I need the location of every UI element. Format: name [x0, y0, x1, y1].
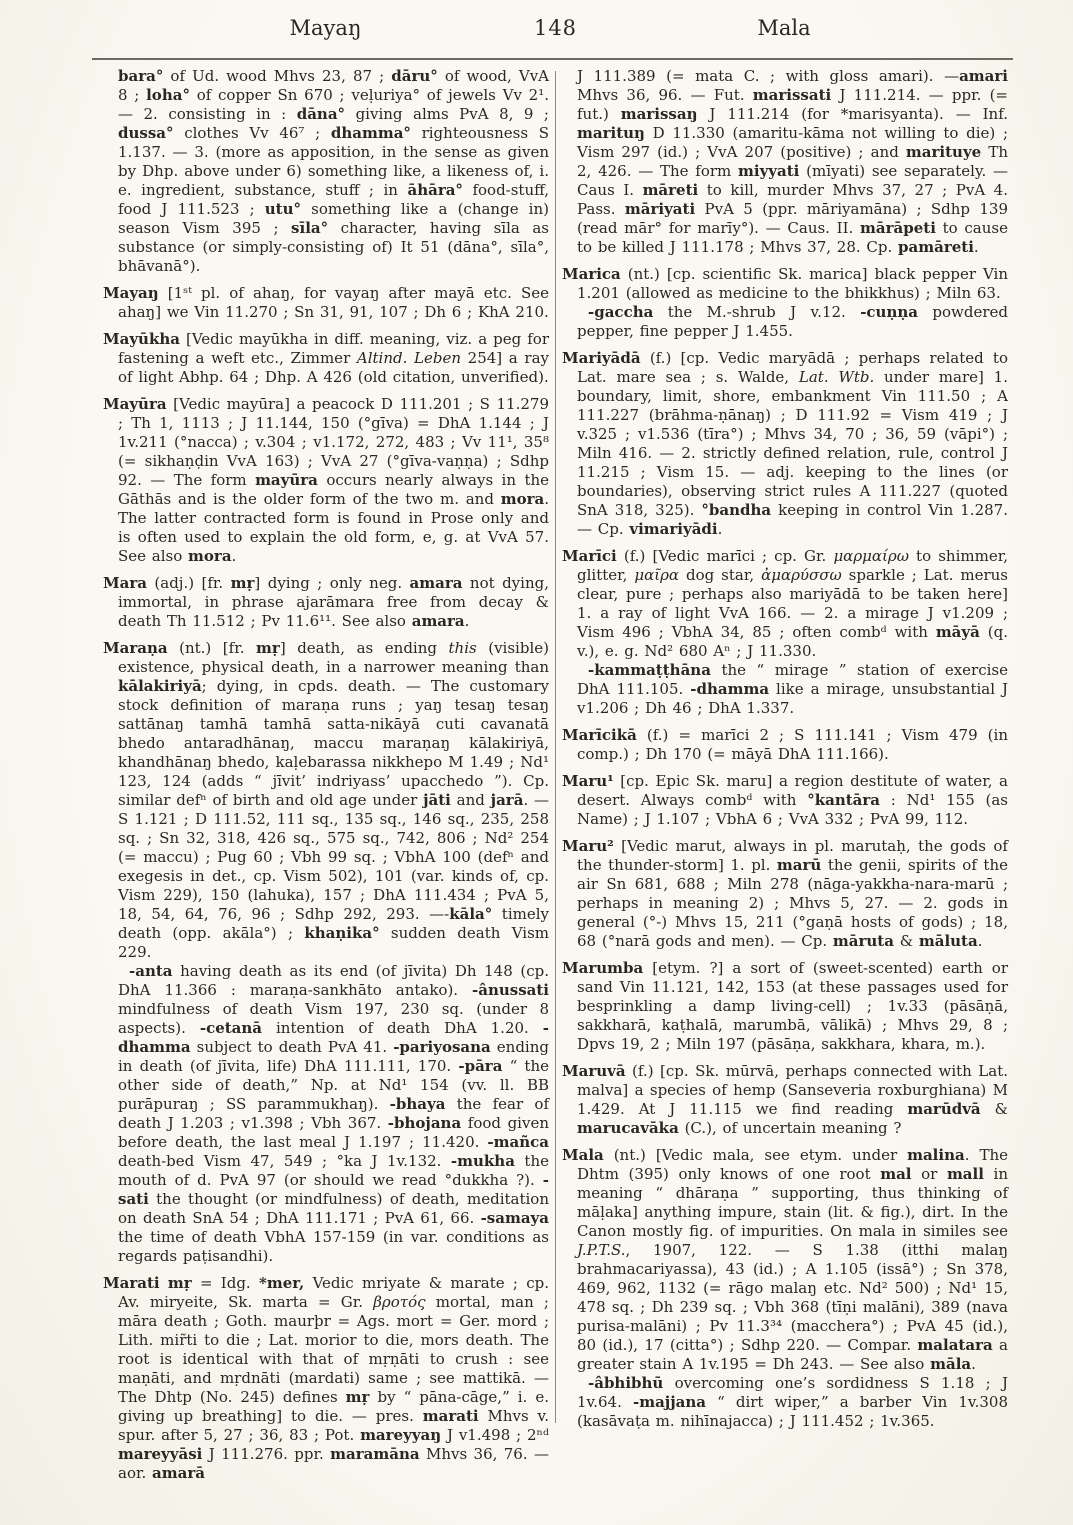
italic-term: Altind. Leben [356, 349, 462, 367]
bold-term: marūdvā [907, 1100, 981, 1118]
text-run: of Ud. wood Mhvs 23, 87 ; [163, 67, 392, 85]
bold-term: Marīcikā [562, 726, 637, 744]
text-run: ; dying, in cpds. death. — The customary stock definition of maraṇa runs ; yaŋ tesaŋ tesaŋ sattānaŋ tamhā tamhā satta-nikāyā cuti cavanatā bhedo antaradhānaŋ, maccu maraṇaŋ kālakiriyā, khandhānaŋ bhedo, kaḷebarassa nikkhepo M 1.49 ; Nd¹ 123, 124 (adds “ jīvit’ indriyass’ upacchedo ”). Cp. similar defⁿ of birth and old age under [118, 677, 549, 809]
bold-term: marati [422, 1407, 479, 1425]
bold-term: marucavāka [577, 1119, 679, 1137]
text-run: like a mirage, unsubstantial J v1.206 ; Dh 46 ; DhA 1.337. [577, 680, 1008, 717]
text-run: subject to death PvA 41. [190, 1038, 394, 1056]
text-run: . The Dhtm (395) only knows of one root [577, 1146, 1008, 1183]
bold-term: Mala [562, 1146, 604, 1164]
bold-term: amarā [152, 1464, 205, 1482]
text-run: (nt.) [fr. [167, 639, 257, 657]
entry-maru-1 [562, 772, 1008, 829]
text-run: sudden death Vism 229. [118, 924, 549, 961]
text-run: : Nd¹ 155 (as Name) ; J 1.107 ; VbhA 6 ; VvA 332 ; PvA 99, 112. [577, 791, 1008, 828]
entry-marana-compounds [103, 962, 549, 1266]
text-run: [1ˢᵗ pl. of ahaŋ, for vayaŋ after mayā etc. See ahaŋ] we Vin 11.270 ; Sn 31, 91, 107 ; Dh 6 ; KhA 210. [118, 284, 549, 321]
right-column [562, 67, 1008, 1483]
entry-maru-2 [562, 837, 1008, 951]
bold-term: amara [411, 612, 465, 630]
bold-term: °bandha [701, 501, 772, 519]
text-run: to kill, murder Mhvs 37, 27 ; PvA 4. Pass. [577, 181, 1008, 218]
bold-term: sīla° [291, 219, 329, 237]
bold-term: māluta [918, 932, 978, 950]
italic-term: βροτός [373, 1293, 426, 1311]
bold-term: dāna° [296, 105, 346, 123]
text-run: (nt.) [Vedic mala, see etym. under [603, 1146, 908, 1164]
entry-mala-compounds [562, 1374, 1008, 1431]
bold-term: māla [930, 1355, 972, 1373]
bold-term: Mayūra [103, 395, 167, 413]
text-run: dog star, [679, 566, 762, 584]
entry-mayan [103, 284, 549, 322]
text-run: intention of death DhA 1.20. [262, 1019, 543, 1037]
bold-term: māruta [832, 932, 894, 950]
bold-term: marissati [752, 86, 832, 104]
bold-term: mora [500, 490, 545, 508]
text-run: the genii, spirits of the air Sn 681, 688 ; Miln 278 (nāga-yakkha-nara-marū ; perhaps in meaning 2) ; Mhvs 5, 27. — 2. gods in general (°-) Mhvs 15, 211 (°gaṇā hosts of gods) ; 18, 68 (°narā gods and men). — Cp. [577, 856, 1008, 950]
text-run: J 111.214 (for *marisyanta). — Inf. [697, 105, 1008, 123]
bold-term: mṛ [256, 639, 280, 657]
column-divider [555, 71, 556, 1423]
bold-term: marū [776, 856, 822, 874]
text-run: (visible) existence, physical death, in a narrower meaning than [118, 639, 549, 676]
text-columns [103, 67, 1008, 1483]
text-run: (f.) [cp. Sk. mūrvā, perhaps connected with Lat. malva] a species of hemp (Sanseveria roxburghiana) M 1.429. At J 11.115 we find reading [577, 1062, 1008, 1118]
bold-term: -anta [129, 962, 173, 980]
bold-term: mal [880, 1165, 912, 1183]
text-run: . [231, 547, 237, 565]
italic-term: μαρμαίρω [833, 547, 909, 565]
entry-maruva [562, 1062, 1008, 1138]
bold-term: marissaŋ [620, 105, 698, 123]
bold-term: Mariyādā [562, 349, 641, 367]
bold-term: jāti [423, 791, 451, 809]
bold-term: -bhaya [389, 1095, 446, 1113]
italic-term: μαῖρα [634, 566, 680, 584]
text-run: (mīyati) see separately. — Caus I. [577, 162, 1008, 199]
bold-term: Maraṇa [103, 639, 168, 657]
bold-term: kālakiriyā [118, 677, 202, 695]
text-run: mortal, man ; māra death ; Goth. maurþr = Ags. mort = Ger. mord ; Lith. mir̃ti to die ; Lat. morior to die, mors death. The root is identical with that of mṛṇāti to crush : see maṇāti, and mṛdnāti (mardati) same ; see mattikā. — The Dhtp (No. 245) defines [118, 1293, 549, 1406]
bold-term: miyyati [738, 162, 800, 180]
text-run: Mhvs 36, 76. — aor. [118, 1445, 549, 1482]
text-run: . [971, 1355, 976, 1373]
bold-term: mṛ [230, 574, 255, 592]
bold-term: loha° [146, 86, 190, 104]
text-run: . [717, 520, 723, 538]
bold-term: āhāra° [407, 181, 463, 199]
bold-term: pamāreti [898, 238, 974, 256]
text-run: . The latter contracted form is found in Prose only and is often used to explain the old form, e, g. at VvA 57. See also [118, 490, 549, 565]
bold-term: Maru¹ [562, 772, 614, 790]
text-run: [Vedic marut, always in pl. marutaḥ, the gods of the thunder-storm] 1. pl. [577, 837, 1008, 874]
bold-term: -pariyosana [393, 1038, 491, 1056]
bold-term: Mayūkha [103, 330, 180, 348]
text-run: keeping in control Vin 1.287. — Cp. [577, 501, 1008, 538]
italic-term: ἀμαρύσσω [761, 566, 842, 584]
bold-term: -dhamma [690, 680, 770, 698]
text-run: sparkle ; Lat. merus clear, pure ; perhaps also mariyādā to be taken here] 1. a ray of light VvA 166. — 2. a mirage J v1.209 ; Vism 496 ; VbhA 34, 85 ; often combᵈ with [577, 566, 1008, 641]
entry-mayura [103, 395, 549, 566]
text-run: (f.) [Vedic marīci ; cp. Gr. [616, 547, 834, 565]
bold-term: -majjana [632, 1393, 706, 1411]
bold-term: Maruvā [562, 1062, 626, 1080]
bold-term: jarā [490, 791, 524, 809]
text-run: 254] a ray of light Abhp. 64 ; Dhp. A 426 (old citation, unverified). [118, 349, 549, 386]
bold-term: Maru² [562, 837, 614, 855]
page-header [103, 16, 1008, 48]
text-run: . [464, 612, 470, 630]
text-run: PvA 5 (ppr. māriyamāna) ; Sdhp 139 (read mār° for marīy°). — Caus. II. [577, 200, 1008, 237]
bold-term: marituŋ [577, 124, 645, 142]
text-run: of wood, VvA 8 ; [118, 67, 550, 104]
bold-term: Mara [103, 574, 147, 592]
bold-term: māriyati [624, 200, 696, 218]
text-run: “ the other side of death,” Np. at Nd¹ 154 (vv. ll. BB purāpuraŋ ; SS parammukhaŋ). [118, 1057, 549, 1113]
text-run: . — S 1.121 ; D 111.52, 111 sq., 135 sq., 146 sq., 235, 258 sq. ; Sn 32, 318, 426 sq., 575 sq., 742, 806 ; Nd² 254 (= maccu) ; Pug 60 ; Vbh 99 sq. ; VbhA 100 (defⁿ and exegesis in det., cp. Vism 502), 101 (var. kinds of, cp. Vism 229), 150 (lahuka), 157 ; DhA 111.434 ; PvA 5, 18, 54, 64, 76, 96 ; Sdhp 292, 293. —- [118, 791, 549, 923]
text-run: J 111.276. ppr. [202, 1445, 331, 1463]
text-run: the “ mirage ” station of exercise DhA 111.105. [577, 661, 1008, 698]
text-run: , 1907, 122. — S 1.38 (itthi malaŋ brahmacariyassa), 43 (id.) ; A 1.105 (issā°) ; Sn 378, 469, 962, 1132 (= rāgo malaŋ etc. Nd² 500) ; Nd¹ 15, 478 sq. ; Dh 239 sq. ; Vbh 368 (tīṇi malāni), 389 (nava purisa-malāni) ; Pv 11.3³⁴ (macchera°) ; PvA 45 (id.), 80 (id.), 17 (citta°) ; Sdhp 220. — Compar. [577, 1241, 1008, 1354]
bold-term: -âbhibhū [588, 1374, 664, 1392]
text-run: powdered pepper, fine pepper J 1.455. [577, 303, 1008, 340]
entry-continuation-maya [103, 67, 549, 276]
text-run: having death as its end (of jīvita) Dh 148 (cp. DhA 11.366 : maraṇa-sankhāto antako). [118, 962, 549, 999]
bold-term: kāla° [449, 905, 493, 923]
bold-term: marituye [905, 143, 982, 161]
text-run: by “ pāna-cāge,” i. e. giving up breathing] to die. — pres. [118, 1388, 549, 1425]
entry-mariyada [562, 349, 1008, 539]
bold-term: °kantāra [807, 791, 881, 809]
text-run: clothes Vv 46⁷ ; [173, 124, 331, 142]
entry-continuation-marati [562, 67, 1008, 257]
bold-term: Marumba [562, 959, 644, 977]
text-run: . [977, 932, 983, 950]
text-run: giving alms PvA 8, 9 ; [345, 105, 549, 123]
text-run: of copper Sn 670 ; veḷuriya° of jewels Vv 2¹. — 2. consisting in : [118, 86, 549, 123]
text-run: and [450, 791, 491, 809]
bold-term: -ânussati [472, 981, 549, 999]
text-run: not dying, immortal, in phrase ajarāmara free from decay & death Th 11.512 ; Pv 11.6¹¹. See also [118, 574, 549, 630]
text-run: death-bed Vism 47, 549 ; °ka J 1v.132. [118, 1152, 451, 1170]
bold-term: amari [959, 67, 1008, 85]
bold-term: mṛ [345, 1388, 370, 1406]
bold-term: -cuṇṇa [860, 303, 918, 321]
text-run: ending in death (of jīvita, life) DhA 111.111, 170. [118, 1038, 549, 1075]
text-run: Vedic mriyate & marate ; cp. Av. miryeite, Sk. marta = Gr. [118, 1274, 549, 1311]
text-run: ] dying ; only neg. [254, 574, 410, 592]
text-run: to shimmer, glitter, [577, 547, 1008, 584]
text-run: (C.), of uncertain meaning ? [678, 1119, 902, 1137]
text-run: occurs nearly always in the Gāthās and is the older form of the two m. and [118, 471, 550, 508]
text-run: a greater stain A 1v.195 = Dh 243. — See also [577, 1336, 1008, 1373]
bold-term: dhamma° [330, 124, 411, 142]
bold-term: Mayaŋ [103, 284, 159, 302]
entry-marati [103, 1274, 549, 1483]
text-run: (q. v.), e. g. Nd² 680 Aⁿ ; J 11.330. [577, 623, 1008, 660]
page-number: 148 [533, 16, 578, 40]
text-run: & [893, 932, 919, 950]
text-run: [Vedic mayūkha in diff. meaning, viz. a peg for fastening a weft etc., Zimmer [118, 330, 549, 367]
bold-term: -mukha [450, 1152, 515, 1170]
entry-mara [103, 574, 549, 631]
text-run: character, having sīla as substance (or simply-consisting of) It 51 (dāna°, sīla°, bhāvanā°). [118, 219, 549, 275]
text-run: to cause to be killed J 111.178 ; Mhvs 37, 28. Cp. [577, 219, 1008, 256]
text-run: (adj.) [fr. [146, 574, 231, 592]
bold-term: -bhojana [387, 1114, 462, 1132]
bold-term: amara [409, 574, 463, 592]
bold-term: māyā [935, 623, 980, 641]
text-run: & [980, 1100, 1008, 1118]
text-run: [etym. ?] a sort of (sweet-scented) earth or sand Vin 11.121, 142, 153 (at these passages used for besprinkling a damp living-cell) ; 1v.33 (pāsāṇā, sakkharā, kaṭhalā, marumbā, vālikā) ; Mhvs 29, 8 ; Dpvs 19, 2 ; Miln 197 (pāsāṇa, sakkhara, khara, m.). [577, 959, 1008, 1053]
text-run: the M.-shrub J v.12. [653, 303, 861, 321]
text-run: food given before death, the last meal J 1.197 ; 11.420. [118, 1114, 549, 1151]
header-rule [92, 58, 1013, 60]
text-run [160, 1274, 168, 1292]
text-run: . [973, 238, 979, 256]
running-head-right: Mala [757, 16, 811, 40]
text-run: [cp. Epic Sk. maru] a region destitute of water, a desert. Always combᵈ with [577, 772, 1008, 809]
bold-term: malatara [917, 1336, 993, 1354]
text-run: mindfulness of death Vism 197, 230 sq. (under 8 aspects). [118, 1000, 549, 1037]
entry-marica [562, 265, 1008, 303]
bold-term: māreti [642, 181, 699, 199]
bold-term: mārāpeti [860, 219, 936, 237]
text-run: J 111.389 (= mata C. ; with gloss amari). — [577, 67, 960, 85]
bold-term: malina [907, 1146, 965, 1164]
bold-term: Marīci [562, 547, 617, 565]
bold-term: maramāna [330, 1445, 420, 1463]
entry-marumba [562, 959, 1008, 1054]
text-run: J v1.498 ; 2ⁿᵈ [441, 1426, 549, 1444]
text-run: the mouth of d. PvA 97 (or should we read °dukkha ?). [118, 1152, 549, 1189]
left-column [103, 67, 549, 1483]
text-run: something like a (change in) season Vism 395 ; [118, 200, 549, 237]
text-run: the thought (or mindfulness) of death, meditation on death SnA 54 ; DhA 111.171 ; PvA 61, 66. [118, 1190, 549, 1227]
text-run: Mhvs 36, 96. — Fut. [577, 86, 753, 104]
bold-term: bara° [118, 67, 164, 85]
italic-term: this [448, 639, 477, 657]
bold-term: -kammaṭṭhāna [588, 661, 711, 679]
text-run: “ dirt wiper,” a barber Vin 1v.308 (kasāvaṭa m. nihīnajacca) ; J 111.452 ; 1v.365. [577, 1393, 1008, 1430]
text-run: timely death (opp. akāla°) ; [118, 905, 549, 942]
bold-term: dāru° [391, 67, 438, 85]
bold-term: dussa° [118, 124, 174, 142]
text-run: righteousness S 1.137. — 3. (more as apposition, in the sense as given by Dhp. above under 6) something like, a likeness of, i. e. ingredient, substance, stuff ; in [118, 124, 549, 199]
text-run: in meaning “ dhāraṇa ” supporting, thus thinking of māḷaka] anything impure, stain (lit. & fig.), dirt. In the Canon mostly fig. of impurities. On mala in similes see [577, 1165, 1009, 1240]
bold-term: vimariyādi [629, 520, 718, 538]
text-run: (f.) [cp. Vedic maryādā ; perhaps related to Lat. mare sea ; s. Walde, [577, 349, 1008, 386]
bold-term: -mañca [487, 1133, 549, 1151]
entry-marana [103, 639, 549, 962]
text-run: food-stuff, food J 111.523 ; [118, 181, 550, 218]
text-run: J 111.214. — ppr. (= fut.) [577, 86, 1008, 123]
entry-maricika [562, 726, 1008, 764]
text-run: the time of death VbhA 157-159 (in var. conditions as regards paṭisandhi). [118, 1228, 549, 1265]
entry-marici [562, 547, 1008, 661]
text-run: (f.) = marīci 2 ; S 111.141 ; Vism 479 (in comp.) ; Dh 170 (= māyā DhA 111.166). [577, 726, 1008, 763]
entry-mala [562, 1146, 1008, 1374]
bold-term: utu° [264, 200, 302, 218]
text-run: overcoming one’s sordidness S 1.18 ; J 1v.64. [577, 1374, 1008, 1411]
text-run: [Vedic mayūra] a peacock D 111.201 ; S 11.279 ; Th 1, 1113 ; J 11.144, 150 (°gīva) = DhA 1.144 ; J 1v.211 (°nacca) ; v.304 ; v1.172, 272, 483 ; Vv 11¹, 35⁸ (= sikhaṇḍin VvA 163) ; VvA 27 (°gīva-vaṇṇa) ; Sdhp 92. — The form [118, 395, 549, 489]
bold-term: mora [188, 547, 232, 565]
bold-term: -samaya [480, 1209, 549, 1227]
bold-term: Marati [103, 1274, 160, 1292]
bold-term: mareyyaŋ [360, 1426, 442, 1444]
text-run: under mare] 1. boundary, limit, shore, embankment Vin 111.50 ; A 111.227 (brāhma-ṇānaŋ) ; D 111.92 = Vism 419 ; J v.325 ; v1.536 (tīra°) ; Mhvs 34, 70 ; 36, 59 (vāpi°) ; Miln 416. — 2. strictly defined relation, rule, control J 11.215 ; Vism 15. — adj. keeping to the lines (or boundaries), observing strict rules A 111.227 (quoted SnA 318, 325). [577, 368, 1008, 519]
bold-term: *mer, [258, 1274, 305, 1292]
bold-term: -dhamma [118, 1019, 549, 1056]
bold-term: -gaccha [588, 303, 654, 321]
text-run: or [911, 1165, 947, 1183]
text-run: Th 2, 426. — The form [577, 143, 1008, 180]
text-run: ] death, as ending [279, 639, 449, 657]
text-run: (nt.) [cp. scientific Sk. marica] black pepper Vin 1.201 (allowed as medicine to the bhikkhus) ; Miln 63. [577, 265, 1008, 302]
bold-term: mareyyāsi [118, 1445, 203, 1463]
text-run: = Idg. [191, 1274, 259, 1292]
running-head-left: Mayaŋ [289, 16, 362, 40]
bold-term: mayūra [255, 471, 318, 489]
text-run: the fear of death J 1.203 ; v1.398 ; Vbh 367. [118, 1095, 549, 1132]
italic-term: J.P.T.S. [577, 1241, 626, 1259]
bold-term: mall [946, 1165, 984, 1183]
text-run: D 11.330 (amaritu-kāma not willing to die) ; Vism 297 (id.) ; VvA 207 (positive) ; and [577, 124, 1008, 161]
bold-term: Marica [562, 265, 621, 283]
bold-term: -pāra [458, 1057, 503, 1075]
bold-term: -sati [118, 1171, 549, 1208]
text-run: Mhvs v. spur. after 5, 27 ; 36, 83 ; Pot. [118, 1407, 549, 1444]
bold-term: -cetanā [199, 1019, 263, 1037]
italic-term: Lat. Wtb. [798, 368, 875, 386]
entry-mayukha [103, 330, 549, 387]
bold-term: mṛ [167, 1274, 192, 1292]
bold-term: khaṇika° [304, 924, 380, 942]
entry-marica-compounds [562, 303, 1008, 341]
entry-marici-compounds [562, 661, 1008, 718]
